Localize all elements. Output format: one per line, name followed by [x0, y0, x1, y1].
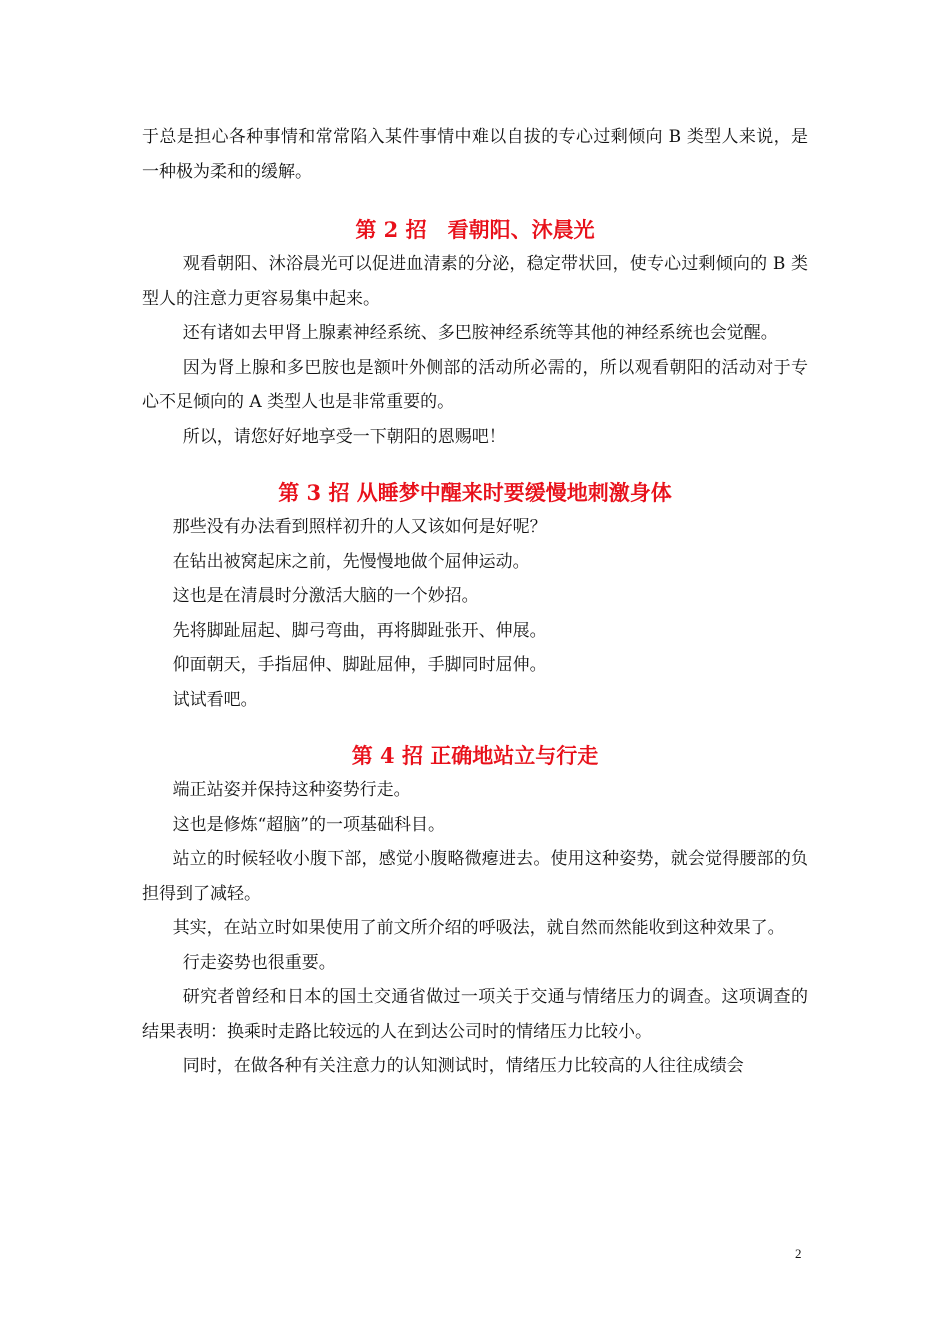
section-4-paragraph: 同时，在做各种有关注意力的认知测试时，情绪压力比较高的人往往成绩会 — [182, 1056, 744, 1076]
section-4-heading: 第 4 招 正确地站立与行走 — [351, 743, 599, 768]
page-number: 2 — [795, 1246, 802, 1261]
section-3-paragraph: 这也是在清晨时分激活大脑的一个妙招。 — [172, 586, 479, 606]
section-2-paragraph: 因为肾上腺和多巴胺也是额叶外侧部的活动所必需的，所以观看朝阳的活动对于专心不足倾向的 A 类型人也是非常重要的。 — [142, 357, 808, 412]
section-2-paragraph: 观看朝阳、沐浴晨光可以促进血清素的分泌，稳定带状回，使专心过剩倾向的 B 类型人的注意力更容易集中起来。 — [142, 254, 808, 309]
section-4-paragraph: 这也是修炼“超脑”的一项基础科目。 — [172, 814, 445, 835]
section-3-paragraph: 试试看吧。 — [172, 689, 258, 710]
intro-paragraph: 于总是担心各种事情和常常陷入某件事情中难以自拔的专心过剩倾向 B 类型人来说，是一种极为柔和的缓解。 — [142, 127, 808, 182]
section-4-paragraph: 站立的时候轻收小腹下部，感觉小腹略微瘪进去。使用这种姿势，就会觉得腰部的负担得到了减轻。 — [142, 849, 808, 904]
section-3-paragraph: 先将脚趾屈起、脚弓弯曲，再将脚趾张开、伸展。 — [172, 620, 547, 641]
section-3-paragraph: 仰面朝天，手指屈伸、脚趾屈伸，手脚同时屈伸。 — [172, 655, 547, 675]
section-4-paragraph: 行走姿势也很重要。 — [182, 952, 336, 973]
section-4-paragraph: 研究者曾经和日本的国土交通省做过一项关于交通与情绪压力的调查。这项调查的结果表明：换乘时走路比较远的人在到达公司时的情绪压力比较小。 — [142, 987, 808, 1042]
section-4-paragraph: 其实，在站立时如果使用了前文所介绍的呼吸法，就自然而然能收到这种效果了。 — [172, 918, 785, 938]
section-3-heading: 第 3 招 从睡梦中醒来时要缓慢地刺激身体 — [278, 480, 672, 505]
section-4-paragraph: 端正站姿并保持这种姿势行走。 — [172, 780, 411, 800]
section-3-paragraph: 在钻出被窝起床之前，先慢慢地做个屈伸运动。 — [172, 551, 530, 572]
section-3-paragraph: 那些没有办法看到照样初升的人又该如何是好呢？ — [172, 517, 547, 537]
section-2-paragraph: 还有诸如去甲肾上腺素神经系统、多巴胺神经系统等其他的神经系统也会觉醒。 — [182, 323, 778, 343]
section-2-heading: 第 2 招 看朝阳、沐晨光 — [355, 217, 595, 242]
section-2-paragraph: 所以，请您好好地享受一下朝阳的恩赐吧！ — [182, 426, 506, 447]
page-content — [142, 120, 808, 1084]
